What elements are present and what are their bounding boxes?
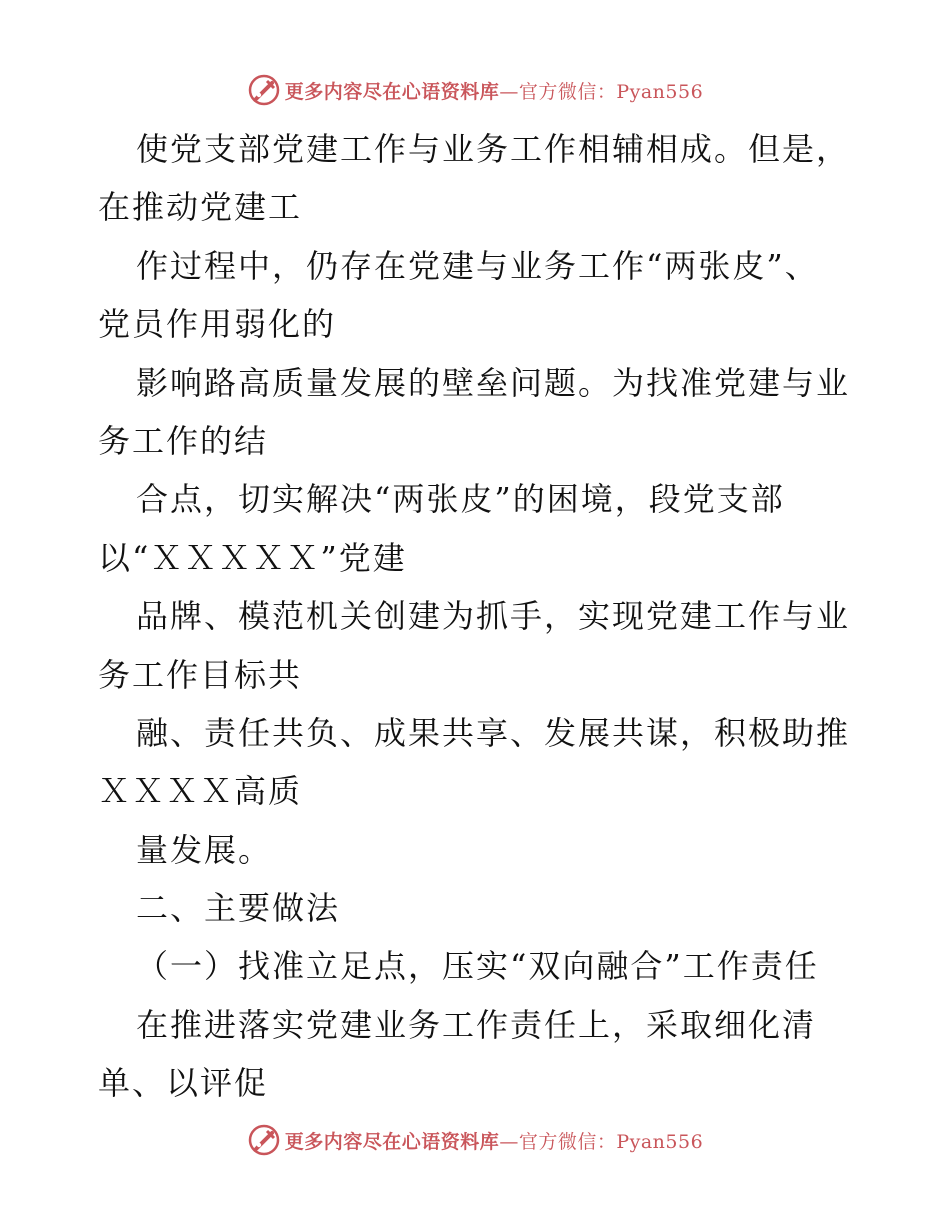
body-line: ＸＸＸＸ高质	[98, 772, 303, 811]
pen-nib-logo-icon	[247, 1123, 281, 1157]
watermark-wechat-id: Pyan556	[616, 1130, 704, 1153]
header-watermark	[0, 70, 950, 110]
document-body	[98, 120, 858, 1113]
body-line: 量发展。	[136, 830, 273, 869]
body-line: 在推动党建工	[98, 188, 303, 227]
watermark-separator: —	[499, 80, 519, 103]
subsection-heading: （一）找准立足点，压实“双向融合”工作责任	[136, 947, 819, 986]
watermark-wechat-id: Pyan556	[616, 80, 704, 103]
body-line: 融、责任共负、成果共享、发展共谋，积极助推	[136, 713, 851, 752]
watermark-wechat-label: 官方微信：	[518, 1130, 617, 1153]
body-line: 务工作目标共	[98, 655, 303, 694]
watermark-text	[285, 77, 703, 104]
body-line: 单、以评促	[98, 1064, 269, 1103]
watermark-brand: 更多内容尽在心语资料库	[284, 1130, 500, 1153]
body-line: 务工作的结	[98, 421, 269, 460]
body-line: 合点，切实解决“两张皮”的困境，段党支部	[136, 480, 785, 519]
body-line: 党员作用弱化的	[98, 305, 337, 344]
watermark-separator: —	[499, 1130, 519, 1153]
footer-watermark	[0, 1120, 950, 1160]
body-line: 影响路高质量发展的壁垒问题。为找准党建与业	[136, 363, 851, 402]
body-line: 作过程中，仍存在党建与业务工作“两张皮”、	[136, 246, 819, 285]
body-line: 品牌、模范机关创建为抓手，实现党建工作与业	[136, 597, 851, 636]
watermark-brand: 更多内容尽在心语资料库	[284, 80, 500, 103]
body-line: 以“ＸＸＸＸＸ”党建	[98, 538, 407, 577]
watermark-wechat-label: 官方微信：	[518, 80, 617, 103]
section-heading: 二、主要做法	[136, 889, 341, 928]
watermark-text	[285, 1127, 703, 1154]
body-line: 使党支部党建工作与业务工作相辅相成。但是，	[136, 130, 851, 168]
body-line: 在推进落实党建业务工作责任上，采取细化清	[136, 1005, 817, 1044]
pen-nib-logo-icon	[247, 73, 281, 107]
